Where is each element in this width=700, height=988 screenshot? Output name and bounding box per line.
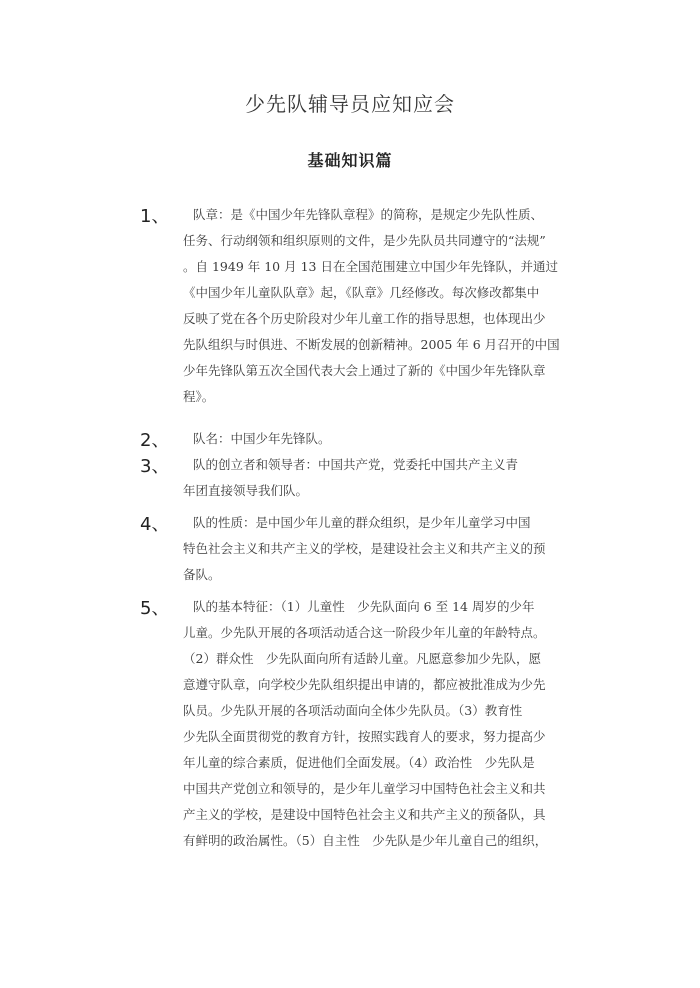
item-number: 3、 xyxy=(140,456,170,477)
text-line: 《中国少年儿童队队章》起，《队章》几经修改。每次修改都集中 xyxy=(183,285,540,300)
text-line: 队员。少先队开展的各项活动面向全体少先队员。（3）教育性 xyxy=(183,703,523,718)
text-line: 少先队全面贯彻党的教育方针，按照实践育人的要求，努力提高少 xyxy=(183,729,546,744)
text-line: 产主义的学校，是建设中国特色社会主义和共产主义的预备队，具 xyxy=(183,807,546,822)
item-body xyxy=(183,594,603,854)
item-body xyxy=(183,202,603,410)
text-line: 备队。 xyxy=(183,567,221,582)
text-line: （2）群众性 少先队面向所有适龄儿童。凡愿意参加少先队，愿 xyxy=(183,651,541,666)
text-line: 先队组织与时俱进、不断发展的创新精神。2005 年 6 月召开的中国 xyxy=(183,337,560,352)
item-number: 5、 xyxy=(140,598,170,619)
item-body xyxy=(183,452,603,504)
text-line: 队名：中国少年先锋队。 xyxy=(193,431,331,446)
item-number: 2、 xyxy=(140,430,170,451)
text-line: 儿童。少先队开展的各项活动适合这一阶段少年儿童的年龄特点。 xyxy=(183,625,546,640)
text-line: 中国共产党创立和领导的，是少年儿童学习中国特色社会主义和共 xyxy=(183,781,546,796)
text-line: 特色社会主义和共产主义的学校，是建设社会主义和共产主义的预 xyxy=(183,541,546,556)
text-line: 有鲜明的政治属性。（5）自主性 少先队是少年儿童自己的组织， xyxy=(183,833,548,848)
text-line: 少年先锋队第五次全国代表大会上通过了新的《中国少年先锋队章 xyxy=(183,363,546,378)
section-title: 基础知识篇 xyxy=(307,151,393,170)
text-line: 队的创立者和领导者：中国共产党，党委托中国共产主义青 xyxy=(193,457,519,472)
item-number: 1、 xyxy=(140,206,170,227)
text-line: 队章：是《中国少年先锋队章程》的简称，是规定少先队性质、 xyxy=(193,207,544,222)
text-line: 任务、行动纲领和组织原则的文件，是少先队员共同遵守的“法规” xyxy=(183,233,546,248)
text-line: 意遵守队章，向学校少先队组织提出申请的，都应被批准成为少先 xyxy=(183,677,546,692)
document-title: 少先队辅导员应知应会 xyxy=(245,92,455,116)
text-line: 队的性质：是中国少年儿童的群众组织，是少年儿童学习中国 xyxy=(193,515,531,530)
text-line: 年团直接领导我们队。 xyxy=(183,483,309,498)
text-line: 队的基本特征：（1）儿童性 少先队面向 6 至 14 周岁的少年 xyxy=(193,599,535,614)
item-body xyxy=(183,510,603,588)
text-line: 程》。 xyxy=(183,389,215,404)
item-body xyxy=(183,426,603,452)
text-line: 反映了党在各个历史阶段对少年儿童工作的指导思想，也体现出少 xyxy=(183,311,546,326)
item-number: 4、 xyxy=(140,514,170,535)
text-line: 。自 1949 年 10 月 13 日在全国范围建立中国少年先锋队，并通过 xyxy=(183,259,558,274)
text-line: 年儿童的综合素质，促进他们全面发展。（4）政治性 少先队是 xyxy=(183,755,535,770)
